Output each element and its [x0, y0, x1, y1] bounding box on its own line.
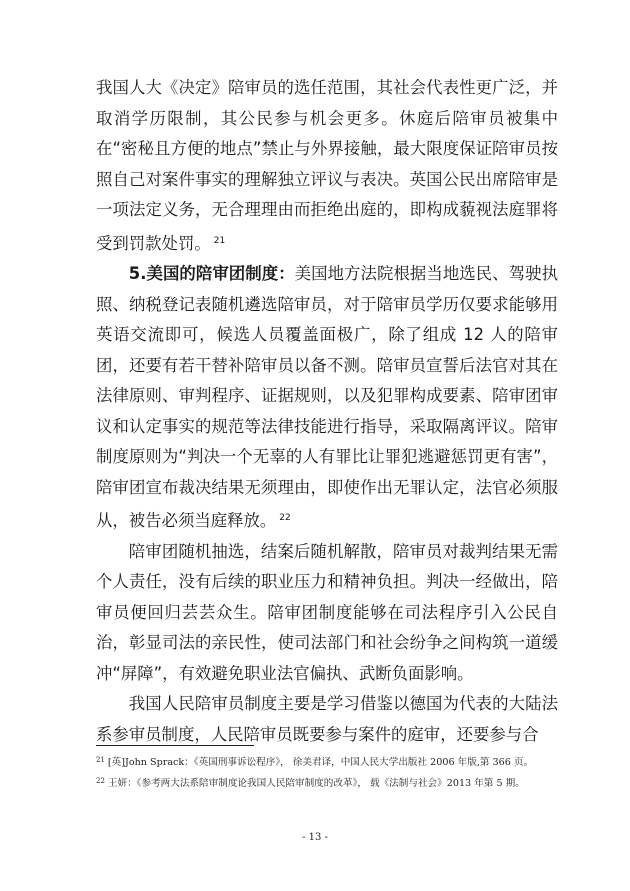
- footnote-ref-21: 21: [213, 235, 226, 246]
- paragraph-4: 我国人民陪审员制度主要是学习借鉴以德国为代表的大陆法系参审员制度，人民陪审员既要参与案件的庭审，还要参与合: [96, 694, 558, 744]
- paragraph-1-text: 我国人大《决定》陪审员的选任范围，其社会代表性更广泛，并取消学历限制，其公民参与机会更多。休庭后陪审员被集中在“密秘且方便的地点”禁止与外界接触，最大限度保证陪审员按照自己对案件事实的理解独立评议与表决。英国公民出席陪审是一项法定义务，无合理理由而拒绝出庭的，即构成藐视法庭罪将受到罚款处罚。: [96, 78, 558, 253]
- footnote-21: [96, 752, 558, 771]
- footnote-ref-22: 22: [279, 513, 291, 523]
- paragraph-3: 陪审团随机抽选，结案后随机解散，陪审员对裁判结果无需个人责任，没有后续的职业压力和精神负担。判决一经做出，陪审员便回归芸芸众生。陪审团制度能够在司法程序引入公民自治，彰显司法的亲民性，使司法部门和社会纷争之间构筑一道缓冲“屏障”，有效避免职业法官偏执、武断负面影响。: [96, 541, 558, 683]
- page-number: - 13 -: [302, 832, 328, 843]
- footnote-22: [96, 773, 558, 792]
- footnote-text: [英]John Sprack：《英国刑事诉讼程序》， 徐美君译，中国人民大学出版社 2006 年版,第 366 页。: [107, 757, 534, 768]
- footnote-number: 22: [96, 777, 105, 785]
- paragraph-1: [96, 73, 558, 259]
- section-heading-us-jury: 5.美国的陪审团制度：: [128, 264, 295, 283]
- body-text: [96, 73, 558, 750]
- footnote-text: 王妍：《参考两大法系陪审制度论我国人民陪审制度的改革》， 载《法制与社会》2013 年第 5 期。: [107, 778, 525, 789]
- footnote-divider: [96, 745, 254, 746]
- footnote-number: 21: [96, 756, 105, 764]
- paragraph-2: [96, 259, 558, 537]
- footnotes: [96, 752, 558, 794]
- paragraph-2-text: 美国地方法院根据当地选民、驾驶执照、纳税登记表随机遴选陪审员，对于陪审员学历仅要求能够用英语交流即可，候选人员覆盖面极广，除了组成 12 人的陪审团，还要有若干替补陪审员以备不测。陪审员宣誓后法官对其在法律原则、审判程序、证据规则，以及犯罪构成要素、陪审团审议和认定事实的规范等法律技能进行指导，采取隔离评议。陪审制度原则为“判决一个无辜的人有罪比让罪犯逃避惩罚更有害”，陪审团宣布裁决结果无须理由，即使作出无罪认定，法官必须服从，被告必须当庭释放。: [96, 264, 558, 530]
